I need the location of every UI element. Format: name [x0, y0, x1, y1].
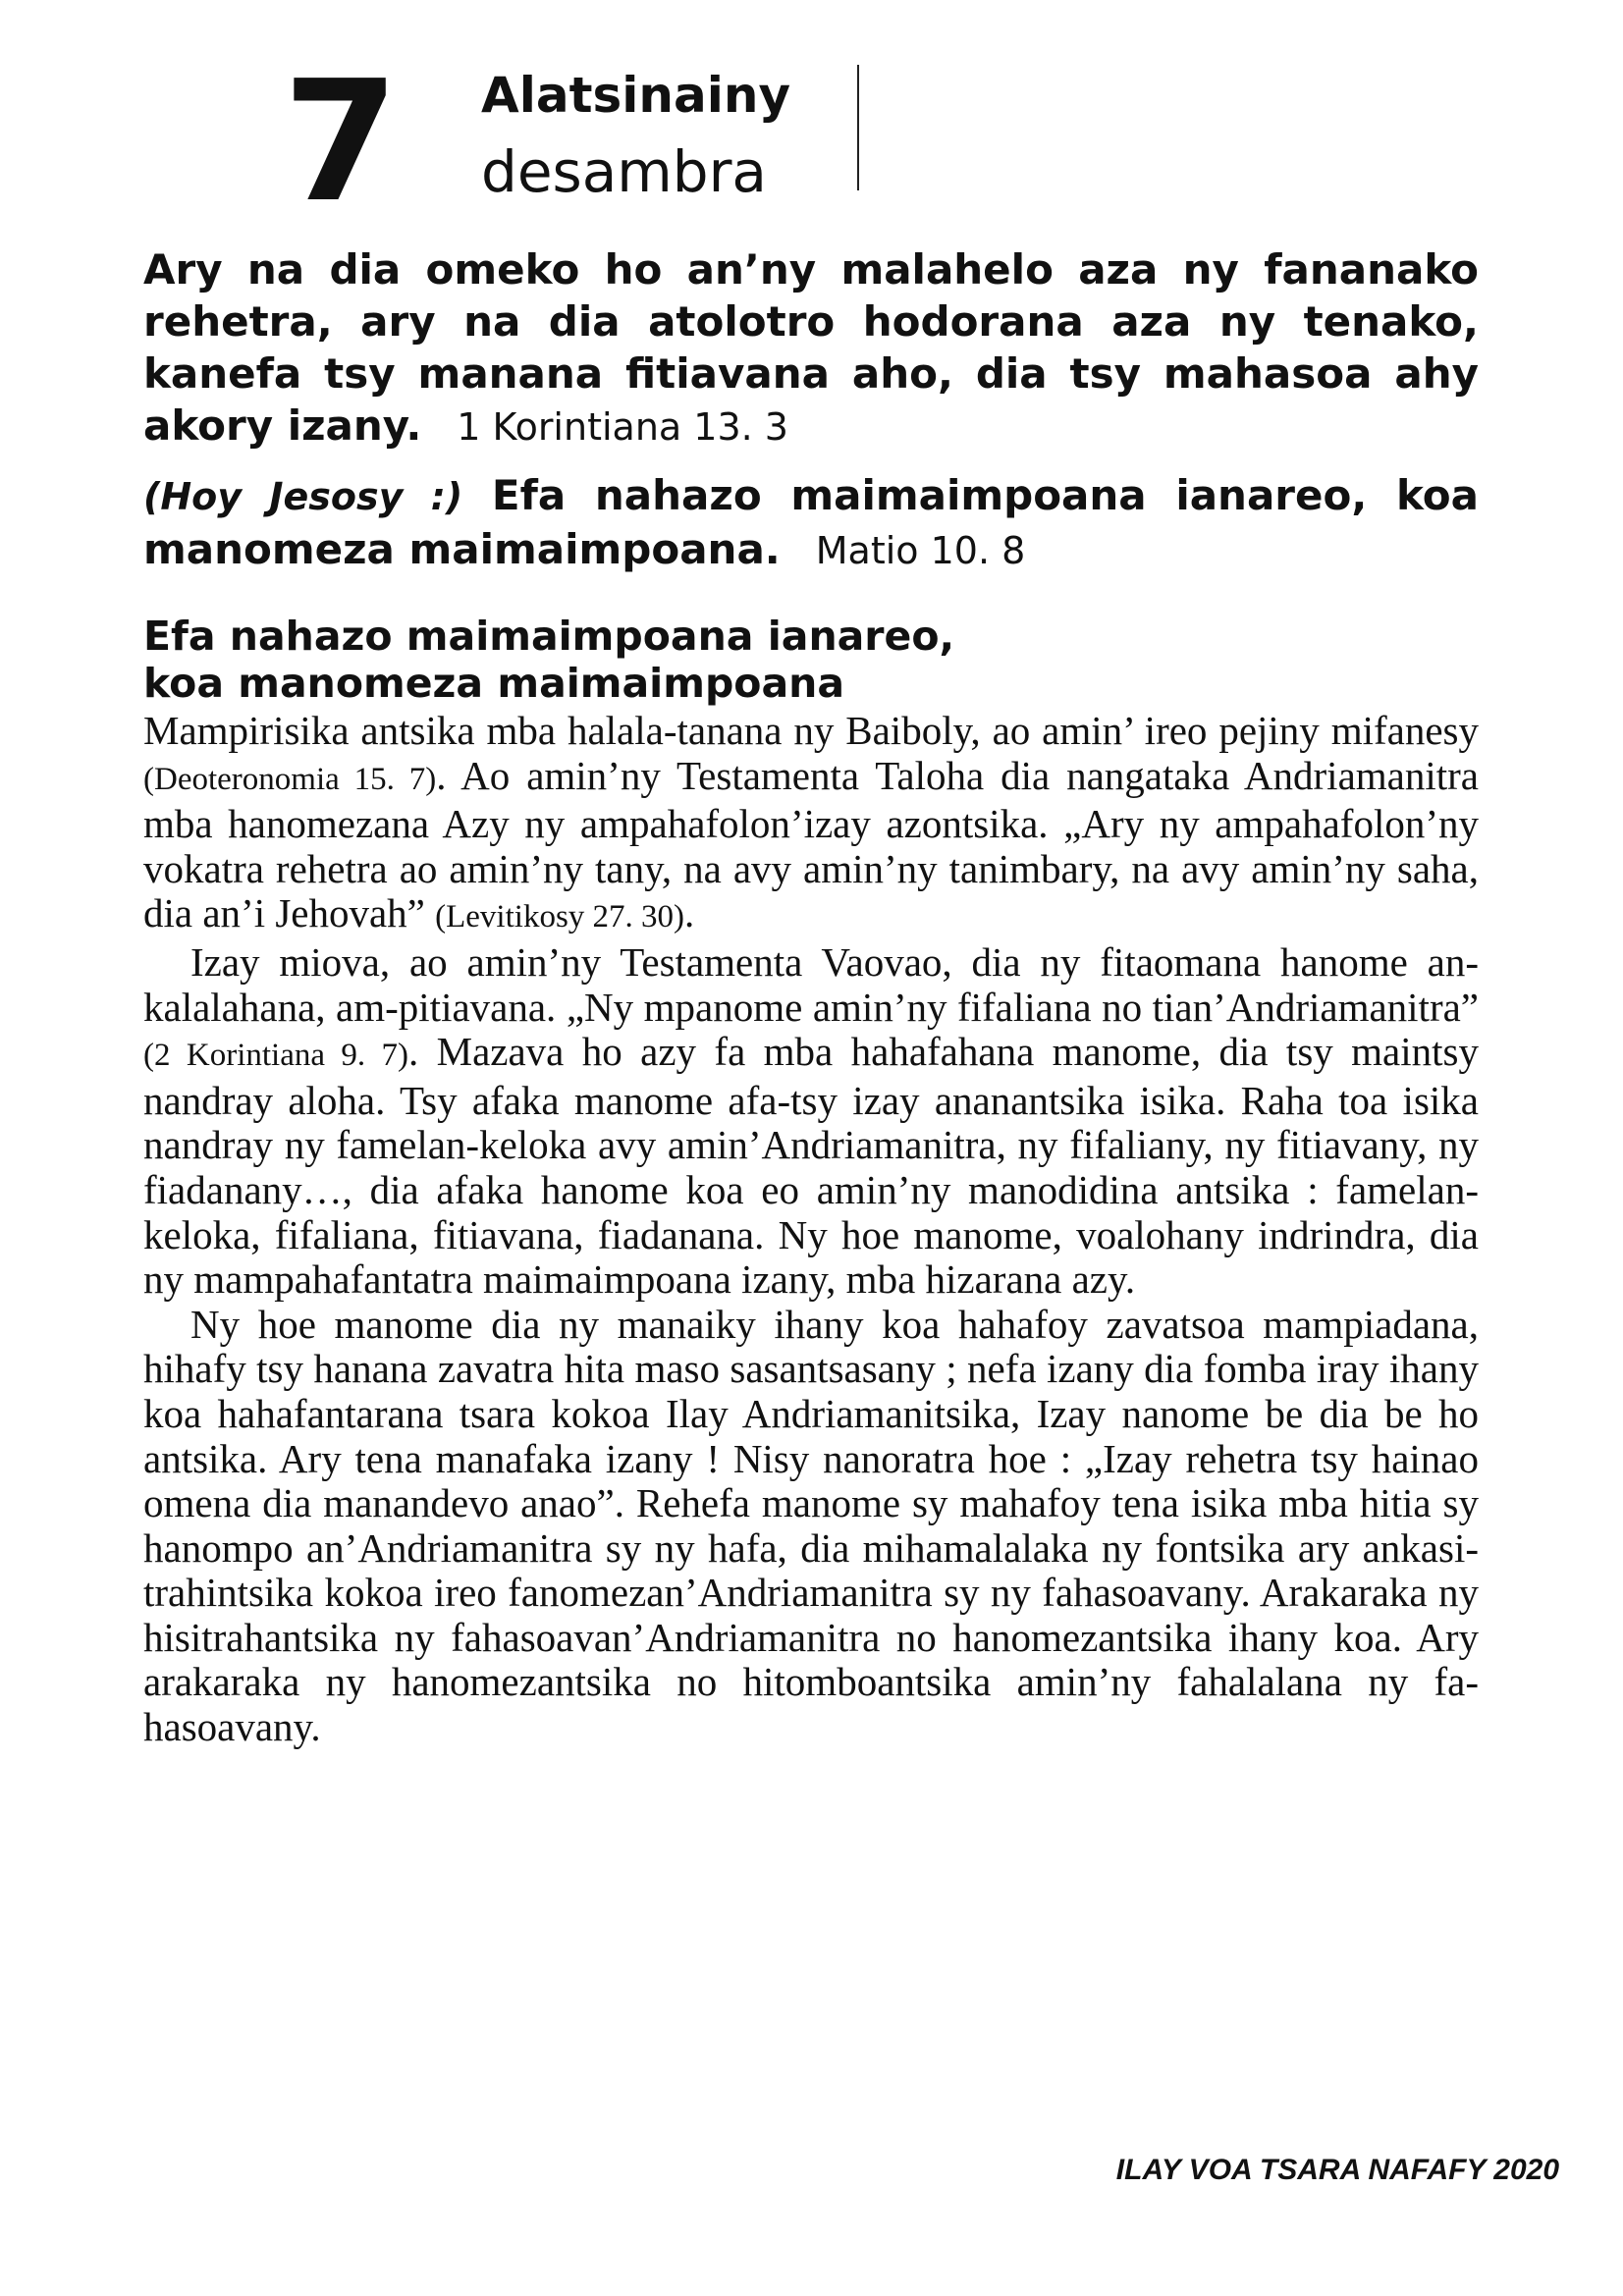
- article-title-line-1: Efa nahazo maimaimpoana ianareo,: [143, 613, 955, 660]
- article-body: [143, 709, 1479, 1750]
- verse-2-reference: Matio 10. 8: [815, 529, 1026, 572]
- verse-1-text: Ary na dia omeko ho an’ny malahelo aza ny fananako rehetra, ary na dia atolotro hodorana aza ny tenako, kanefa tsy manana fitiavana aho, dia tsy mahasoa ahy akory izany.: [143, 245, 1479, 450]
- verse-2: [143, 469, 1479, 577]
- paragraph-2: [143, 940, 1479, 1303]
- verse-2-speaker: (Hoy Jesosy :): [143, 475, 463, 518]
- paragraph-3: [143, 1303, 1479, 1750]
- paragraph-1-text-a: Mampirisika antsika mba halala-tanana ny Baiboly, ao amin’ ireo pejiny mifanesy: [143, 708, 1479, 753]
- paragraph-1-text-c: .: [684, 890, 695, 936]
- weekday-label: Alatsinainy: [481, 67, 791, 124]
- paragraph-1: [143, 709, 1479, 940]
- verse-1: [143, 243, 1479, 454]
- article-title-line-2: koa manomeza maimaimpoana: [143, 660, 844, 707]
- paragraph-1-citation-1: (Deoteronomia 15. 7): [143, 761, 437, 797]
- day-number: 7: [283, 45, 396, 240]
- article-title: [143, 613, 1479, 707]
- header-divider: [857, 65, 859, 190]
- paragraph-2-text-a: Izay miova, ao amin’ny Testamenta Vaovao, dia ny fitaomana hanome an-kalalahana, am-pitiavana. „Ny mpanome amin’ny fifaliana no tian’Andriamanitra”: [143, 938, 1479, 1030]
- paragraph-1-citation-2: (Levitikosy 27. 30): [435, 899, 685, 935]
- verse-2-text: Efa nahazo maimaimpoana ianareo, koa manomeza maimaimpoana.: [143, 471, 1479, 573]
- month-label: desambra: [481, 138, 767, 205]
- paragraph-2-text-b: . Mazava ho azy fa mba hahafahana manome, dia tsy maintsy nandray aloha. Tsy afaka manome afa-tsy izay ananantsika isika. Raha toa isika nandray ny famelan-keloka avy amin’Andriamanitra, ny fifaliany, ny fitiavany, ny fiadanany…, dia afaka hanome koa eo amin’ny manodidina antsika : famelan-keloka, fifaliana, fitiavana, fiadanana. Ny hoe manome, voalohany indrindra, dia ny mampahafantatra maimaimpoana izany, mba hizarana azy.: [143, 1029, 1479, 1303]
- paragraph-1-text-b: . Ao amin’ny Testamenta Taloha dia nangataka Andriamanitra mba hanomezana Azy ny ampahafolon’izay azontsika. „Ary ny ampahafolon’ny vokatra rehetra ao amin’ny tany, na avy amin’ny tanimbary, na avy amin’ny saha, dia an’i Jehovah”: [143, 752, 1479, 936]
- paragraph-2-citation-1: (2 Korintiana 9. 7): [143, 1038, 408, 1074]
- publication-footer: ILAY VOA TSARA NAFAFY 2020: [1115, 2154, 1559, 2186]
- verse-1-reference: 1 Korintiana 13. 3: [457, 405, 788, 449]
- paragraph-3-text: Ny hoe manome dia ny manaiky ihany koa hahafoy zavatsoa mampiadana, hihafy tsy hanana zavatra hita maso sasantsasany ; nefa izany dia fomba iray ihany koa hahafantarana tsara kokoa Ilay Andriamanitsika, Izay nanome be dia be ho antsika. Ary tena manafaka izany ! Nisy nanoratra hoe : „Izay rehetra tsy hainao omena dia manandevo anao”. Rehefa manome sy mahafoy tena isika mba hitia sy hanompo an’Andriamanitra sy ny hafa, dia mihamalalaka ny fontsika ary ankasitrahintsika kokoa ireo fanomezan’Andriamanitra sy ny fahasoavany. Arakaraka ny hisitrahantsika ny fahasoavan’Andriamanitra no hanomezantsika ihany koa. Ary arakaraka ny hanomezantsika no hitomboantsika amin’ny fahalalana ny fahasoavany.: [143, 1301, 1479, 1750]
